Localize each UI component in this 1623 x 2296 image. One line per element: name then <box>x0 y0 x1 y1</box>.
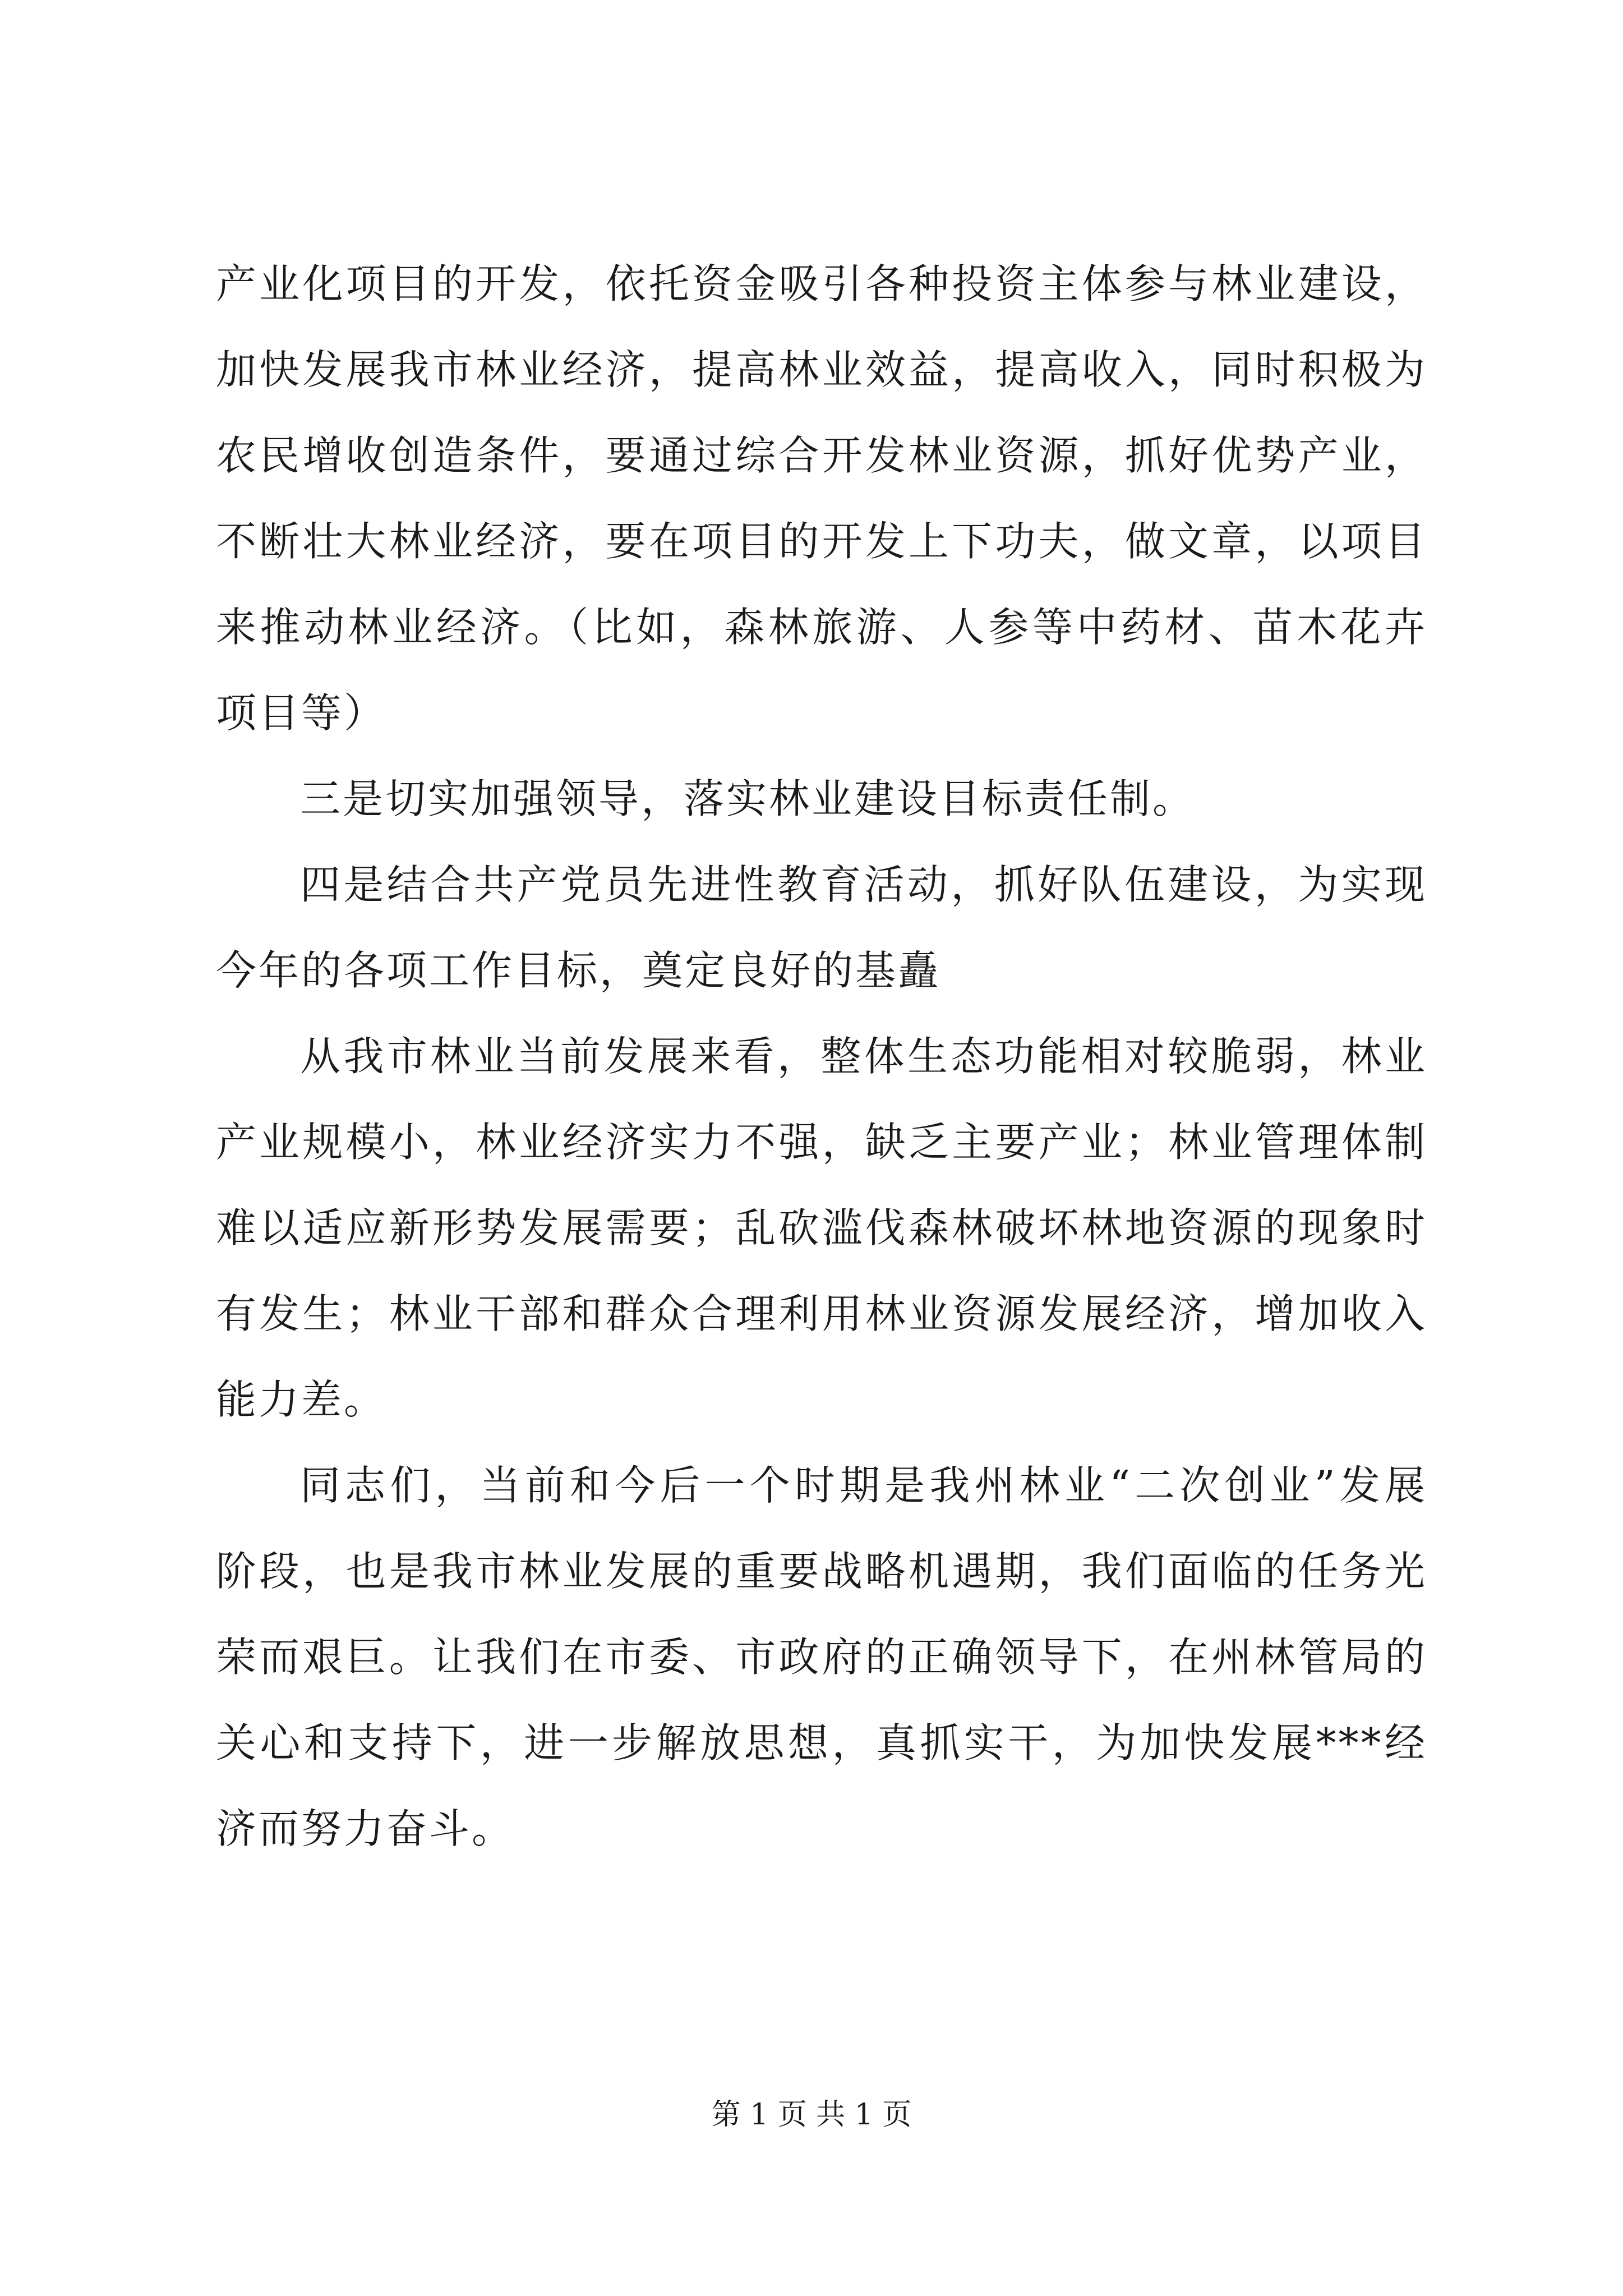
body-text <box>216 241 1427 1872</box>
paragraph-team-building <box>216 842 1427 1014</box>
text-line: 从我市林业当前发展来看，整体生态功能相对较脆弱，林业 <box>300 1033 1427 1080</box>
text-line: 荣而艰巨。让我们在市委、市政府的正确领导下，在州林管局的 <box>216 1634 1427 1681</box>
paragraph-closing <box>216 1443 1427 1872</box>
paragraph-continuation <box>216 241 1427 756</box>
text-line: 农民增收创造条件，要通过综合开发林业资源，抓好优势产业， <box>216 432 1427 479</box>
text-line: 能力差。 <box>216 1376 387 1423</box>
text-line: 难以适应新形势发展需要；乱砍滥伐森林破坏林地资源的现象时 <box>216 1204 1427 1251</box>
text-line: 四是结合共产党员先进性教育活动，抓好队伍建设，为实现 <box>300 861 1427 908</box>
text-line: 阶段，也是我市林业发展的重要战略机遇期，我们面临的任务光 <box>216 1548 1427 1595</box>
text-line: 产业规模小，林业经济实力不强，缺乏主要产业；林业管理体制 <box>216 1119 1427 1166</box>
text-line: 项目等） <box>216 689 387 737</box>
text-line: 来推动林业经济。（比如，森林旅游、人参等中药材、苗木花卉 <box>216 604 1427 651</box>
page-footer: 第 1 页 共 1 页 <box>711 2098 912 2132</box>
text-line: 有发生；林业干部和群众合理利用林业资源发展经济，增加收入 <box>216 1290 1427 1337</box>
text-line: 济而努力奋斗。 <box>216 1805 515 1852</box>
text-line: 加快发展我市林业经济，提高林业效益，提高收入，同时积极为 <box>216 346 1427 393</box>
text-line: 关心和支持下，进一步解放思想，真抓实干，为加快发展***经 <box>216 1719 1427 1766</box>
paragraph-leadership <box>216 756 1427 842</box>
paragraph-current-situation <box>216 1014 1427 1443</box>
text-line: 同志们，当前和今后一个时期是我州林业“二次创业”发展 <box>300 1462 1427 1509</box>
text-line: 产业化项目的开发，依托资金吸引各种投资主体参与林业建设， <box>216 260 1427 307</box>
text-line: 不断壮大林业经济，要在项目的开发上下功夫，做文章，以项目 <box>216 518 1427 565</box>
text-line: 三是切实加强领导，落实林业建设目标责任制。 <box>300 775 1196 822</box>
text-line: 今年的各项工作目标，奠定良好的基矗 <box>216 947 941 994</box>
